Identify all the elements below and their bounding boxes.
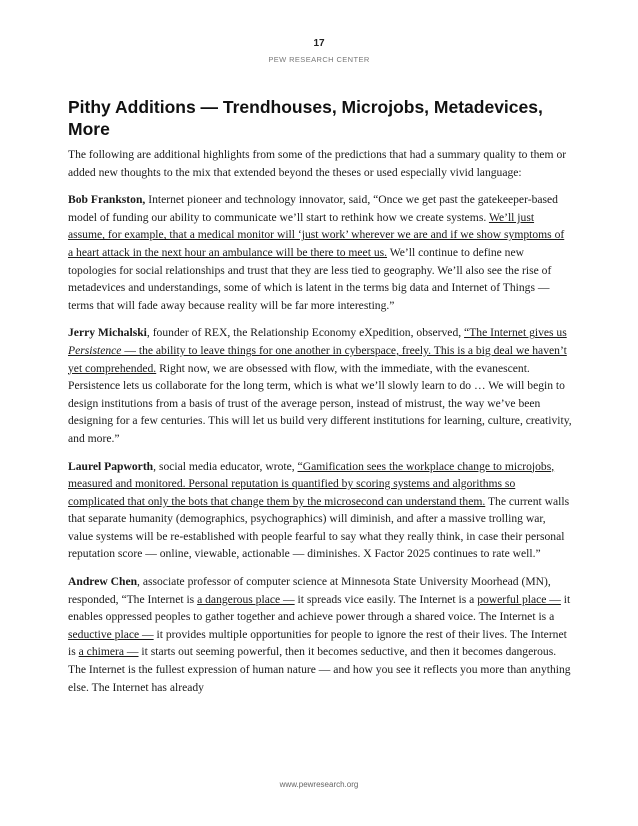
paragraph-text: Internet pioneer and technology innovator, said, “Once we get past the gatekeeper-based model of funding our ability to communicate we’ll start to rethink how we create systems. (68, 193, 558, 224)
underlined-phrase: seductive place — (68, 627, 154, 641)
paragraph-text: , founder of REX, the Relationship Economy eXpedition, observed, (146, 326, 465, 340)
section-title: Pithy Additions — Trendhouses, Microjobs, Metadevices, More (68, 97, 543, 139)
paragraph-text: it enables oppressed peoples to gather together and achieve power through a shared voice. The Internet is a (68, 592, 571, 624)
speaker-name: Laurel Papworth (68, 459, 154, 473)
footer-url: www.pewresearch.org (279, 780, 359, 789)
underlined-phrase: a dangerous place — (197, 592, 295, 606)
paragraph-michalski (68, 324, 572, 447)
intro-paragraph: The following are additional highlights from some of the predictions that had a summary quality to them or added new thoughts to the mix that extended beyond the theses or used especially vivid language: (68, 148, 567, 179)
paragraph-frankston (68, 191, 572, 314)
underlined-quote: — the ability to leave things for one another in cyberspace, freely. This is a big deal we haven’t yet comprehended. (68, 343, 567, 375)
speaker-name: Bob Frankston, (68, 193, 146, 207)
underlined-quote: “The Internet gives us (464, 326, 567, 340)
paragraph-text: We’ll continue to define new topologies for social relationships and trust that they are less tied to geography. We’ll also see the rise of metadevices and understandings, some of which is latent in the terms big data and Internet of Things — terms that will fade away because reality will be far more interesting.” (68, 245, 552, 312)
paragraph-text: it spreads vice easily. The Internet is a (294, 592, 478, 606)
underlined-emphasis: Persistence (68, 343, 122, 357)
paragraph-papworth (68, 458, 572, 564)
underlined-phrase: a chimera — (78, 645, 139, 659)
paragraph-text: it starts out seeming powerful, then it becomes seductive, and then it becomes dangerous. The Internet is the fullest expression of human nature — and how you see it reflects you more than anything else. The Internet has already (68, 645, 571, 694)
paragraph-text: , social media educator, wrote, (153, 459, 298, 473)
paragraph-text: it provides multiple opportunities for people to ignore the rest of their lives. The Internet is (68, 627, 567, 659)
paragraph-text: , associate professor of computer science at Minnesota State University Moorhead (MN), responded, “The Internet is (68, 575, 551, 606)
underlined-phrase: powerful place — (477, 592, 561, 606)
body-text (68, 146, 572, 706)
page-number: 17 (313, 38, 325, 49)
underlined-quote: “Gamification sees the workplace change to microjobs, measured and monitored. Personal reputation is quantified by scoring systems and algorithms so complicated that only the bots that change them by the microsecond can understand them. (68, 459, 555, 508)
paragraph-text: The current walls that separate humanity (demographics, psychographics) will diminish, and after a massive trolling war, value systems will be re-established with people fearful to say what they really think, in case their personal reputation score — online, viewable, actionable — diminishes. X Factor 2025 continues to rate well.” (68, 494, 570, 561)
paragraph-chen (68, 573, 572, 696)
paragraph-text: Right now, we are obsessed with flow, with the immediate, with the evanescent. Persistence lets us collaborate for the long term, which is what we’ll slowly learn to do … We will begin to design institutions from a basis of trust of the average person, instead of mistrust, the way we’ve been designing for a few centuries. This will let us build very different institutions for learning, culture, creativity, and more.” (68, 361, 572, 445)
speaker-name: Andrew Chen (68, 575, 138, 589)
underlined-quote: We’ll just assume, for example, that a medical monitor will ‘just work’ wherever we are and if we show symptoms of a heart attack in the next hour an ambulance will be there to meet us. (68, 210, 565, 259)
speaker-name: Jerry Michalski (68, 326, 147, 340)
organization-header: PEW RESEARCH CENTER (268, 55, 370, 64)
